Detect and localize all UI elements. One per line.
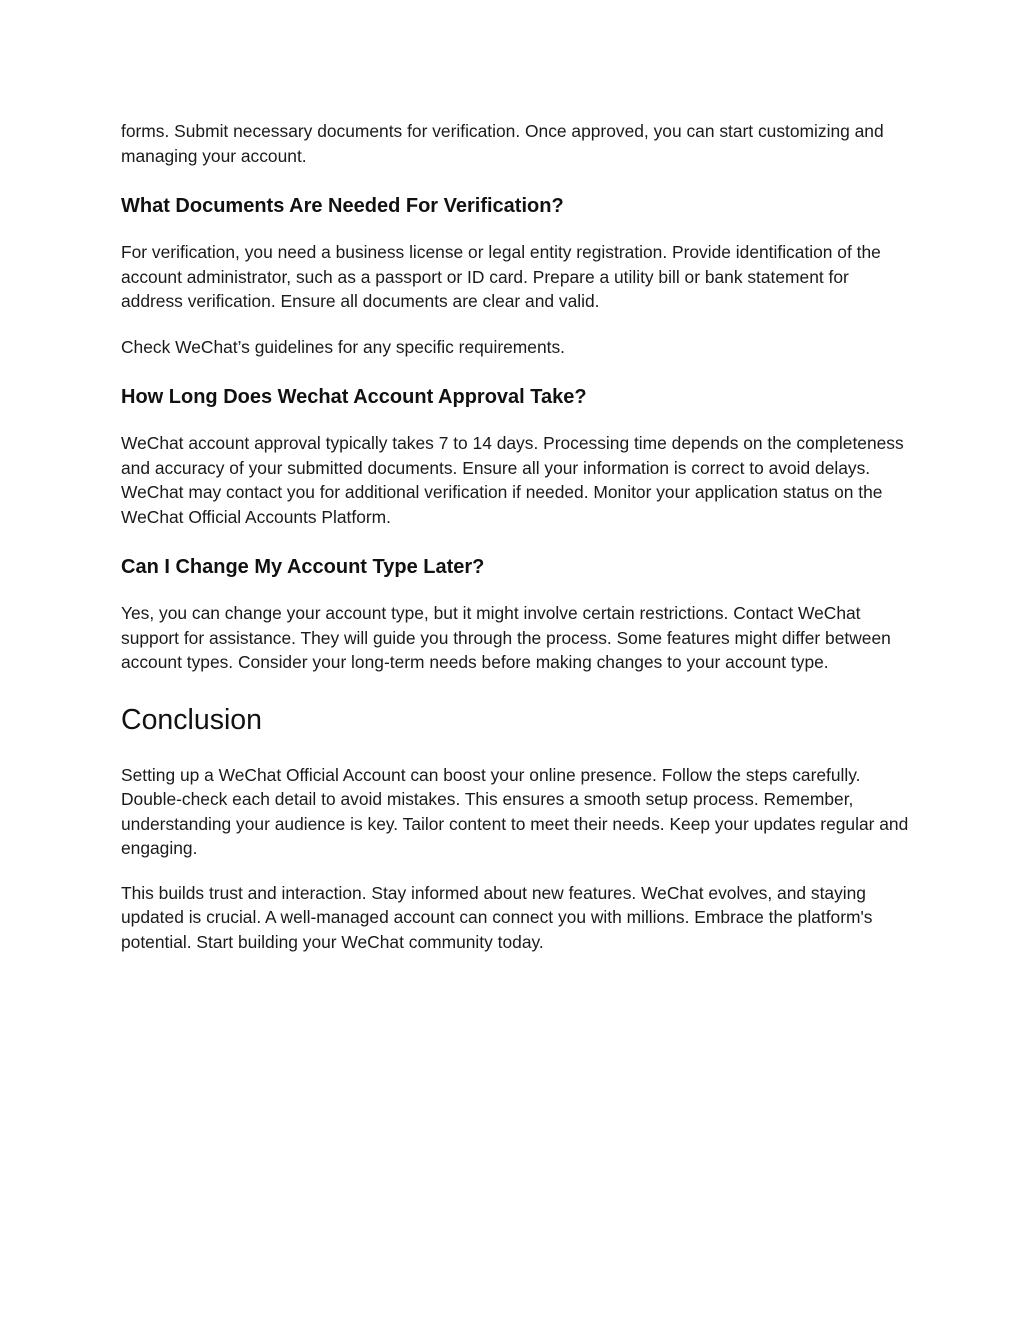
heading-documents-needed: What Documents Are Needed For Verification? [121, 195, 564, 217]
heading-change-account-type: Can I Change My Account Type Later? [121, 556, 485, 578]
paragraph-check-guidelines: Check WeChat’s guidelines for any specific requirements. [121, 336, 565, 357]
paragraph-approval-time: WeChat account approval typically takes 7 to 14 days. Processing time depends on the completeness and accuracy of your submitted documents. Ensure all your information is correct to avoid delays. WeChat may contact you for additional verification if needed. Monitor your application status on the WeChat Official Accounts Platform. [121, 433, 904, 527]
heading-conclusion: Conclusion [121, 703, 262, 736]
paragraph-change-account-type: Yes, you can change your account type, but it might involve certain restrictions. Contact WeChat support for assistance. They will guide you through the process. Some features might differ between account types. Consider your long-term needs before making changes to your account type. [121, 603, 891, 672]
heading-approval-time: How Long Does Wechat Account Approval Take? [121, 386, 587, 408]
paragraph-conclusion-1: Setting up a WeChat Official Account can boost your online presence. Follow the steps carefully. Double-check each detail to avoid mistakes. This ensures a smooth setup process. Remember, understanding your audience is key. Tailor content to meet their needs. Keep your updates regular and engaging. [121, 764, 909, 858]
intro-paragraph: forms. Submit necessary documents for verification. Once approved, you can start customizing and managing your account. [121, 121, 884, 166]
document-page [121, 119, 911, 954]
paragraph-conclusion-2: This builds trust and interaction. Stay informed about new features. WeChat evolves, and staying updated is crucial. A well-managed account can connect you with millions. Embrace the platform's potential. Start building your WeChat community today. [121, 882, 873, 952]
paragraph-documents-needed: For verification, you need a business license or legal entity registration. Provide identification of the account administrator, such as a passport or ID card. Prepare a utility bill or bank statement for address verification. Ensure all documents are clear and valid. [121, 242, 881, 311]
